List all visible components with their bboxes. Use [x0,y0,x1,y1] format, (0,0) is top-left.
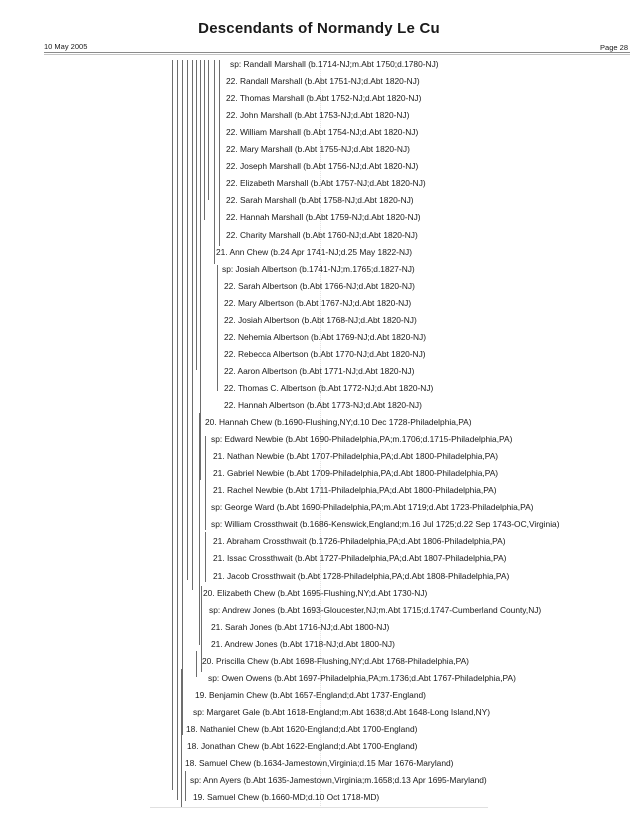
descendant-entry: 18. Jonathan Chew (b.Abt 1622-England;d.Abt 1700-England) [187,741,418,751]
spouse-entry: sp: Edward Newbie (b.Abt 1690-Philadelphia,PA;m.1706;d.1715-Philadelphia,PA) [211,434,513,445]
descendant-entry: 21. Gabriel Newbie (b.Abt 1709-Philadelphia,PA;d.Abt 1800-Philadelphia,PA) [213,468,499,479]
descendant-entry: 22. Mary Albertson (b.Abt 1767-NJ;d.Abt 1820-NJ) [224,297,412,308]
tree-connector-line [196,60,197,370]
tree-connector-line [200,60,201,480]
tree-connector-line [208,60,209,200]
descendant-entry: 19. Benjamin Chew (b.Abt 1657-England;d.Abt 1737-England) [195,689,426,700]
descendant-entry: 21. Issac Crossthwait (b.Abt 1727-Philadelphia,PA;d.Abt 1807-Philadelphia,PA) [213,553,507,564]
descendant-entry: 19. Samuel Chew (b.1660-MD;d.10 Oct 1718-MD) [193,792,380,803]
descendant-entry: 22. Aaron Albertson (b.Abt 1771-NJ;d.Abt 1820-NJ) [224,365,415,376]
descendant-entry: 21. Andrew Jones (b.Abt 1718-NJ;d.Abt 1800-NJ) [211,638,395,649]
report-date: 10 May 2005 [44,42,88,51]
spouse-entry: sp: Ann Ayers (b.Abt 1635-Jamestown,Virginia;m.1658;d.13 Apr 1695-Maryland) [190,775,487,786]
descendant-entry: 20. Elizabeth Chew (b.Abt 1695-Flushing,NY;d.Abt 1730-NJ) [203,587,428,598]
descendant-entry: 21. Nathan Newbie (b.Abt 1707-Philadelphia,PA;d.Abt 1800-Philadelphia,PA) [213,451,499,462]
report-title: Descendants of Normandy Le Cu [198,20,440,37]
descendant-entry: 22. Joseph Marshall (b.Abt 1756-NJ;d.Abt 1820-NJ) [226,161,419,172]
descendant-entry: 18. Samuel Chew (b.1634-Jamestown,Virginia;d.15 Mar 1676-Maryland) [185,758,454,769]
descendant-entry: 21. Abraham Crossthwait (b.1726-Philadelphia,PA;d.Abt 1806-Philadelphia,PA) [213,536,506,547]
tree-connector-line [214,60,215,264]
descendant-entry: 22. Mary Marshall (b.Abt 1755-NJ;d.Abt 1820-NJ) [226,144,410,155]
tree-connector-line [185,771,186,801]
descendant-entry: 22. Hannah Albertson (b.Abt 1773-NJ;d.Abt 1820-NJ) [224,400,422,410]
spouse-entry: sp: William Crossthwait (b.1686-Kenswick,England;m.16 Jul 1725;d.22 Sep 1743-OC,Virginia) [211,519,560,530]
tree-connector-line [217,265,218,391]
tree-connector-line [177,60,178,800]
descendant-entry: 22. Sarah Marshall (b.Abt 1758-NJ;d.Abt 1820-NJ) [226,195,414,206]
page-number: Page 28 [600,43,628,52]
descendant-entry: 22. Elizabeth Marshall (b.Abt 1757-NJ;d.Abt 1820-NJ) [226,178,426,189]
descendant-entry: 22. Hannah Marshall (b.Abt 1759-NJ;d.Abt 1820-NJ) [226,212,421,223]
tree-connector-line [196,651,197,677]
descendant-entry: 22. Nehemia Albertson (b.Abt 1769-NJ;d.Abt 1820-NJ) [224,331,427,342]
tree-connector-line [192,60,193,590]
tree-connector-line [204,60,205,220]
descendant-entry: 22. Sarah Albertson (b.Abt 1766-NJ;d.Abt 1820-NJ) [224,280,415,291]
descendant-entry: 22. Thomas C. Albertson (b.Abt 1772-NJ;d.Abt 1820-NJ) [224,382,434,393]
tree-connector-line [187,60,188,580]
descendant-entry: 22. John Marshall (b.Abt 1753-NJ;d.Abt 1820-NJ) [226,110,410,121]
tree-connector-line [172,60,173,790]
descendant-entry: 22. Josiah Albertson (b.Abt 1768-NJ;d.Abt 1820-NJ) [224,314,417,325]
spouse-entry: sp: Randall Marshall (b.1714-NJ;m.Abt 1750;d.1780-NJ) [230,59,439,69]
descendant-entry: 22. Thomas Marshall (b.Abt 1752-NJ;d.Abt 1820-NJ) [226,93,422,104]
descendant-entry: 22. William Marshall (b.Abt 1754-NJ;d.Abt 1820-NJ) [226,127,419,138]
tree-connector-line [199,413,200,645]
descendant-entry: 21. Jacob Crossthwait (b.Abt 1728-Philadelphia,PA;d.Abt 1808-Philadelphia,PA) [213,570,510,581]
descendant-entry: 21. Ann Chew (b.24 Apr 1741-NJ;d.25 May 1822-NJ) [216,246,412,257]
spouse-entry: sp: Josiah Albertson (b.1741-NJ;m.1765;d.1827-NJ) [222,263,415,274]
descendant-entry: 22. Rebecca Albertson (b.Abt 1770-NJ;d.Abt 1820-NJ) [224,348,426,359]
spouse-entry: sp: Owen Owens (b.Abt 1697-Philadelphia,PA;m.1736;d.Abt 1767-Philadelphia,PA) [208,672,516,683]
descendant-entry: 20. Hannah Chew (b.1690-Flushing,NY;d.10 Dec 1728-Philadelphia,PA) [205,417,472,428]
descendant-entry: 22. Randall Marshall (b.Abt 1751-NJ;d.Abt 1820-NJ) [226,76,420,87]
spouse-entry: sp: Margaret Gale (b.Abt 1618-England;m.Abt 1638;d.Abt 1648-Long Island,NY) [193,706,491,717]
spouse-entry: sp: Andrew Jones (b.Abt 1693-Gloucester,NJ;m.Abt 1715;d.1747-Cumberland County,NJ) [209,604,542,615]
tree-connector-line [182,60,183,735]
tree-connector-line [205,532,206,582]
descendant-entry: 21. Sarah Jones (b.Abt 1716-NJ;d.Abt 1800-NJ) [211,621,390,632]
bottom-edge [150,807,488,808]
tree-connector-line [205,436,206,530]
descendant-entry: 22. Charity Marshall (b.Abt 1760-NJ;d.Abt 1820-NJ) [226,229,418,240]
descendant-entry: 21. Rachel Newbie (b.Abt 1711-Philadelphia,PA;d.Abt 1800-Philadelphia,PA) [213,485,497,496]
tree-connector-line [219,60,220,246]
spouse-entry: sp: George Ward (b.Abt 1690-Philadelphia,PA;m.Abt 1719;d.Abt 1723-Philadelphia,PA) [211,502,534,513]
tree-connector-line [181,669,182,807]
descendant-entry: 20. Priscilla Chew (b.Abt 1698-Flushing,NY;d.Abt 1768-Philadelphia,PA) [202,655,469,666]
descendant-entry: 18. Nathaniel Chew (b.Abt 1620-England;d.Abt 1700-England) [186,723,418,734]
tree-connector-line [201,586,202,672]
